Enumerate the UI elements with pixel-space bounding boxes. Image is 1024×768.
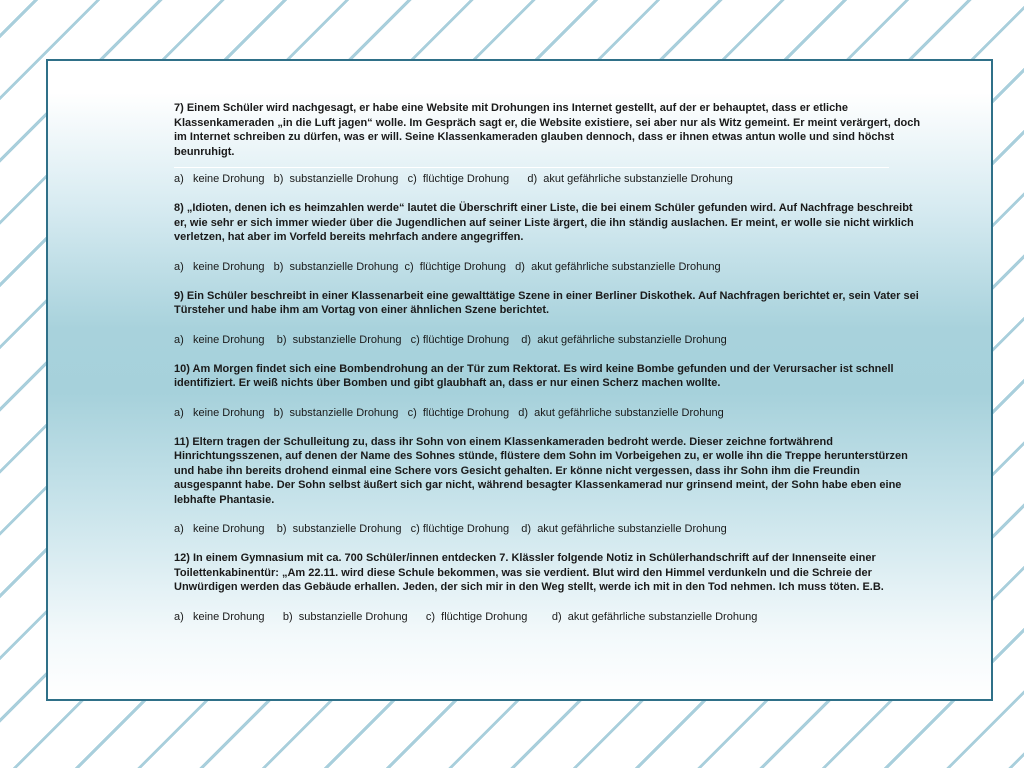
separator-line (174, 167, 889, 168)
question-9: 9) Ein Schüler beschreibt in einer Klassenarbeit eine gewalttätige Szene in einer Berliner Diskothek. Auf Nachfragen berichtet er, sein Vater sei Türsteher und habe ihm am Vortag von einer ähnlichen Szene berichtet. (174, 289, 919, 316)
worksheet-content (174, 101, 924, 624)
options-question-8: a) keine Drohung b) substanzielle Drohung c) flüchtige Drohung d) akut gefährliche substanzielle Drohung (174, 260, 721, 273)
options-question-10: a) keine Drohung b) substanzielle Drohung c) flüchtige Drohung d) akut gefährliche substanzielle Drohung (174, 406, 724, 419)
options-question-12: a) keine Drohung b) substanzielle Drohung c) flüchtige Drohung d) akut gefährliche substanzielle Drohung (174, 610, 758, 623)
question-11: 11) Eltern tragen der Schulleitung zu, dass ihr Sohn von einem Klassenkameraden bedroht werde. Dieser zeichne fortwährend Hinrichtungsszenen, auf denen der Name des Sohnes stünde, flüstere dem Sohn im Vorbeigehen zu, er wolle ihn die Treppe herunterstürzen und habe ihn bereits drohend einmal eine Schere vors Gesicht gehalten. Er könne nicht vergessen, dass ihr Sohn ihm die Freundin ausgespannt habe. Der Sohn selbst äußert sich gar nicht, während besagter Klassenkamerad nur grinsend meint, der Sohn habe eben eine lebhafte Phantasie. (174, 435, 908, 506)
question-10: 10) Am Morgen findet sich eine Bombendrohung an der Tür zum Rektorat. Es wird keine Bombe gefunden und der Verursacher ist schnell identifiziert. Er weiß nichts über Bomben und gibt glaubhaft an, dass er nur einen Scherz machen wollte. (174, 362, 894, 389)
question-8: 8) „Idioten, denen ich es heimzahlen werde“ lautet die Überschrift einer Liste, die bei einem Schüler gefunden wird. Auf Nachfrage beschreibt er, wie sehr er sich immer wieder über die Jugendlichen auf seiner Liste ärgert, die ihn ständig auslachen. Er meint, er wolle sie nicht wirklich verletzen, hat aber im Vorfeld bereits mehrfach andere angegriffen. (174, 202, 914, 243)
content-frame (46, 59, 993, 701)
options-question-7: a) keine Drohung b) substanzielle Drohung c) flüchtige Drohung d) akut gefährliche substanzielle Drohung (174, 173, 733, 185)
options-question-9: a) keine Drohung b) substanzielle Drohung c) flüchtige Drohung d) akut gefährliche substanzielle Drohung (174, 333, 727, 346)
question-12: 12) In einem Gymnasium mit ca. 700 Schüler/innen entdecken 7. Klässler folgende Notiz in Schülerhandschrift auf der Innenseite einer Toilettenkabinentür: „Am 22.11. wird diese Schule bekommen, was sie verdient. Blut wird den Himmel verdunkeln und die Schreie der Unwürdigen werden das Gebäude erhallen. Jeden, der sich mir in den Weg stellt, werde ich mit in den Tod nehmen. Ich muss töten. E.B. (174, 552, 884, 593)
question-7: 7) Einem Schüler wird nachgesagt, er habe eine Website mit Drohungen ins Internet gestellt, auf der er behauptet, dass er etliche Klassenkameraden „in die Luft jagen“ wolle. Im Gespräch sagt er, die Website existiere, sei aber nur als Witz gemeint. Er meint verärgert, doch im Internet schreiben zu dürfen, was er will. Seine Klassenkameraden glauben dennoch, dass er ihnen etwas antun wolle und sind höchst beunruhigt. (174, 102, 921, 158)
options-question-11: a) keine Drohung b) substanzielle Drohung c) flüchtige Drohung d) akut gefährliche substanzielle Drohung (174, 523, 727, 535)
